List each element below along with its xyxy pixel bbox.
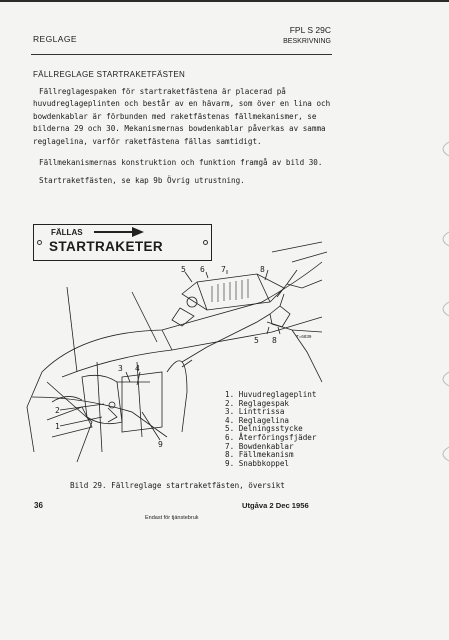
callout-9: 9 (158, 440, 163, 449)
drawing-reference-code: T=6839 (296, 334, 312, 339)
edition-date: Utgåva 2 Dec 1956 (242, 501, 309, 510)
placard-startraketer-label: STARTRAKETER (49, 239, 164, 254)
paragraph-description: Fällreglagespaken för startraketfästena är placerad på huvudreglageplinten och består av en hävarm, som över en lina och bowdenkablar är förbunden med raketfästenas fällmekanismer, se bilderna 29 och 30. Mekanismernas bowdenkablar påverkas av samma reglagelina, varför raketfästena fällas samtidigt. (33, 87, 331, 146)
legend-item: 9. Snabbkoppel (225, 458, 290, 468)
header-doc-code: FPL S 29C (289, 25, 331, 35)
punch-hole-mark (433, 300, 449, 318)
punch-hole-mark (433, 140, 449, 158)
placard-fallas-label: FÄLLAS (51, 228, 83, 237)
restriction-notice: Endast för tjänstebruk (145, 515, 199, 521)
legend-item: 6. Återföringsfjäder (225, 432, 317, 442)
page-number: 36 (34, 501, 43, 510)
header-doc-id (283, 25, 331, 45)
callout-3: 3 (118, 364, 123, 373)
callout-1: 1 (55, 422, 60, 431)
callout-4: 4 (135, 364, 140, 373)
figure-legend (225, 391, 316, 468)
callout-8-lower: 8 (272, 336, 277, 345)
legend-item: 3. Linttrissa (225, 407, 285, 417)
section-title: FÄLLREGLAGE STARTRAKETFÄSTEN (33, 70, 186, 79)
legend-item: 5. Delningsstycke (225, 424, 303, 434)
legend-item: 8. Fällmekanism (225, 450, 294, 460)
header-divider (31, 54, 332, 55)
callout-6: 6 (200, 265, 205, 274)
right-arrow-icon (94, 227, 144, 237)
header-doc-type: BESKRIVNING (283, 38, 331, 45)
punch-hole-mark (433, 445, 449, 463)
callout-7: 7 (221, 265, 226, 274)
placard-rivet-left (37, 240, 42, 245)
callout-2: 2 (55, 406, 60, 415)
punch-hole-mark (433, 370, 449, 388)
legend-item: 7. Bowdenkablar (225, 441, 294, 451)
punch-hole-mark (433, 230, 449, 248)
legend-item: 1. Huvudreglageplint (225, 390, 317, 399)
placard-rivet-right (203, 240, 208, 245)
legend-item: 2. Reglagespak (225, 398, 290, 408)
paragraph-mechanism-reference: Fällmekanismernas konstruktion och funktion framgå av bild 30. (39, 158, 323, 167)
legend-item: 4. Reglagelina (225, 415, 290, 425)
paragraph-chapter-reference: Startraketfästen, se kap 9b Övrig utrustning. (39, 176, 245, 185)
figure-caption: Bild 29. Fällreglage startraketfästen, översikt (70, 481, 285, 490)
callout-5-top: 5 (181, 265, 186, 274)
startraketer-placard (33, 224, 212, 261)
callout-8-top: 8 (260, 265, 265, 274)
top-edge-rule (0, 0, 449, 2)
header-section-label: REGLAGE (33, 34, 77, 44)
callout-5-lower: 5 (254, 336, 259, 345)
